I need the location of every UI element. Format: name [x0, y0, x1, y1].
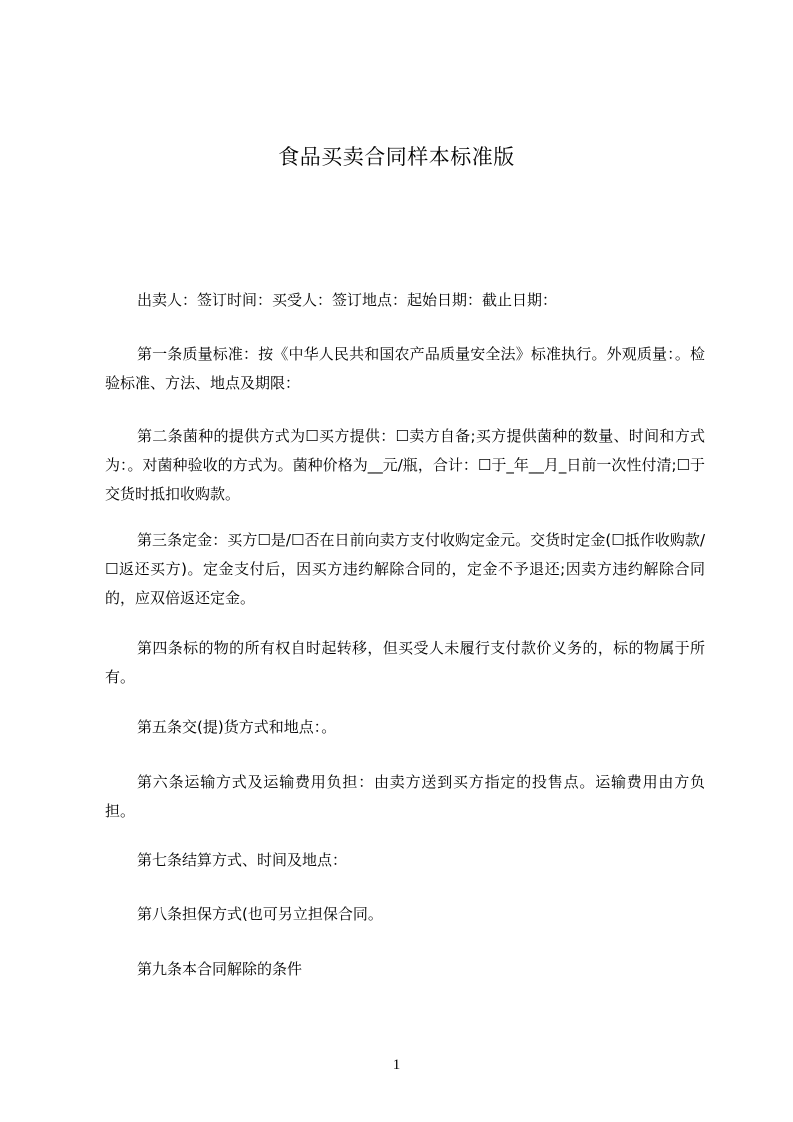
paragraph-article-2-strain: 第二条菌种的提供方式为☐买方提供：☐卖方自备;买方提供菌种的数量、时间和方式为：。对菌种验收的方式为。菌种价格为__元/瓶，合计：☐于_年__月_日前一次性付清;☐于交货时抵扣收购款。	[105, 427, 705, 503]
paragraph-article-6-transport: 第六条运输方式及运输费用负担：由卖方送到买方指定的投售点。运输费用由方负担。	[105, 773, 705, 820]
page-number: 1	[392, 1057, 401, 1073]
paragraph-article-4-ownership: 第四条标的物的所有权自时起转移，但买受人未履行支付款价义务的，标的物属于所有。	[105, 639, 705, 686]
paragraph-article-9-termination: 第九条本合同解除的条件	[137, 960, 303, 978]
paragraph-article-7-settlement: 第七条结算方式、时间及地点：	[137, 851, 348, 869]
paragraph-article-8-guarantee: 第八条担保方式(也可另立担保合同。	[137, 905, 383, 923]
paragraph-article-5-delivery: 第五条交(提)货方式和地点：。	[137, 718, 337, 736]
paragraph-article-1-quality: 第一条质量标准：按《中华人民共和国农产品质量安全法》标准执行。外观质量：。检验标准、方法、地点及期限：	[105, 345, 705, 392]
document-title: 食品买卖合同样本标准版	[278, 145, 515, 169]
paragraph-article-3-deposit: 第三条定金：买方☐是/☐否在日前向卖方支付收购定金元。交货时定金(☐抵作收购款/☐返还买方)。定金支付后，因买方违约解除合同的，定金不予退还;因卖方违约解除合同的，应双倍返还定金。	[105, 531, 705, 607]
paragraph-parties: 出卖人：签订时间：买受人：签订地点：起始日期：截止日期：	[137, 291, 558, 309]
